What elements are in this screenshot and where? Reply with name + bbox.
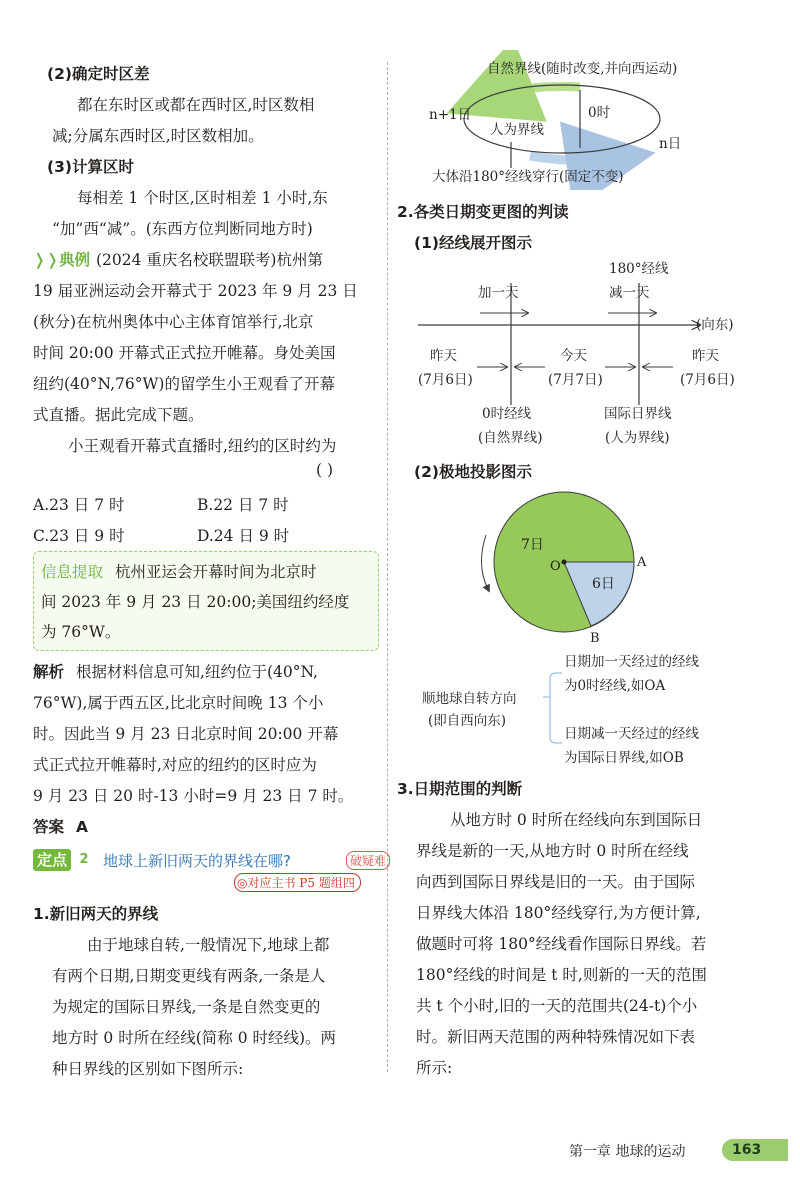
subheading-calc-zone-time: (3)计算区时 xyxy=(47,158,134,176)
answer-bracket: ( ) xyxy=(316,461,334,479)
option-a: A.23 日 7 时 xyxy=(33,496,125,514)
idl-label: 国际日界线 xyxy=(604,406,672,422)
analysis-text: 根据材料信息可知,纽约位于(40°N, xyxy=(76,663,318,681)
paragraph-line: 有两个日期,日期变更线有两条,一条是人 xyxy=(52,967,326,985)
paragraph-line: 日界线大体沿 180°经线穿行,为方便计算, xyxy=(416,904,701,922)
key-point-tag: 破疑难 xyxy=(346,851,390,870)
east-label: (向东) xyxy=(696,317,734,333)
example-source: (2024 重庆名校联盟联考)杭州第 xyxy=(96,251,323,269)
n-day-label: n日 xyxy=(659,136,682,152)
today-label: 今天 xyxy=(560,348,587,364)
yesterday-left-label: 昨天 xyxy=(430,348,457,364)
chapter-title: 第一章 地球的运动 xyxy=(569,1144,686,1160)
section-title-date-range: 3.日期范围的判断 xyxy=(397,780,523,798)
paragraph-line: 为规定的国际日界线,一条是自然变更的 xyxy=(52,998,321,1016)
info-first-line xyxy=(41,560,317,582)
point-o-label: O xyxy=(550,559,561,574)
answer-label: 答案 xyxy=(33,818,65,836)
tree-branch-bottom xyxy=(550,697,562,743)
paragraph-line: 每相差 1 个时区,区时相差 1 小时,东 xyxy=(77,189,328,207)
info-label: 信息提取 xyxy=(41,563,104,581)
paragraph-line: 地方时 0 时所在经线(简称 0 时经线)。两 xyxy=(52,1029,337,1047)
tree-branch2-line1: 日期减一天经过的经线 xyxy=(564,726,699,742)
tree-branch1-line2: 为0时经线,如OA xyxy=(564,678,666,694)
paragraph-line: 从地方时 0 时所在经线向东到国际日 xyxy=(450,811,703,829)
info-text: 杭州亚运会开幕时间为北京时 xyxy=(115,563,317,581)
info-line: 间 2023 年 9 月 23 日 20:00;美国纽约经度 xyxy=(41,593,350,611)
example-first-line xyxy=(33,248,323,270)
page-number: 163 xyxy=(722,1139,788,1161)
pole-point xyxy=(562,560,567,565)
add-day-label: 加一天 xyxy=(478,285,519,301)
subheading-polar-projection: (2)极地投影图示 xyxy=(414,463,532,481)
double-chevron-icon: ❭❭ xyxy=(33,251,59,269)
main-book-reference xyxy=(234,873,361,892)
jul6-left-label: (7月6日) xyxy=(418,372,473,388)
example-line: 式直播。据此完成下题。 xyxy=(33,406,204,424)
artificial-line-label: 人为界线 xyxy=(490,122,544,138)
analysis-line: 9 月 23 日 20 时-13 小时=9 月 23 日 7 时。 xyxy=(33,787,354,805)
option-d: D.24 日 9 时 xyxy=(197,527,290,545)
n-plus-1-day-label: n+1日 xyxy=(429,107,472,123)
key-point-number: 2 xyxy=(75,851,93,869)
tree-branch1-line1: 日期加一天经过的经线 xyxy=(564,654,699,670)
key-point-title: 地球上新旧两天的界线在哪? xyxy=(103,852,291,870)
example-line: 时间 20:00 开幕式正式拉开帷幕。身处美国 xyxy=(33,344,336,362)
polar-projection-diagram xyxy=(470,485,670,645)
paragraph-line: 界线是新的一天,从地方时 0 时所在经线 xyxy=(416,842,689,860)
paragraph-line: 种日界线的区别如下图所示: xyxy=(52,1060,244,1078)
analysis-line: 时。因此当 9 月 23 日北京时间 20:00 开幕 xyxy=(33,725,339,743)
yesterday-right-label: 昨天 xyxy=(692,348,719,364)
paragraph-line: 都在东时区或都在西时区,时区数相 xyxy=(77,96,315,114)
jul7-label: (7月7日) xyxy=(548,372,603,388)
day6-label: 6日 xyxy=(592,576,615,592)
natural-line-arrow xyxy=(480,87,580,100)
paragraph-line: 共 t 个小时,旧的一天的范围共(24-t)个小 xyxy=(416,997,698,1015)
analysis-label: 解析 xyxy=(33,663,65,681)
day7-label: 7日 xyxy=(521,537,544,553)
main-book-reference-text: 对应主书 P5 题组四 xyxy=(247,876,355,890)
jul6-right-label: (7月6日) xyxy=(680,372,735,388)
paragraph-line: 向西到国际日界线是旧的一天。由于国际 xyxy=(416,873,696,891)
option-c: C.23 日 9 时 xyxy=(33,527,125,545)
paragraph-line: 180°经线的时间是 t 时,则新的一天的范围 xyxy=(416,966,707,984)
paragraph-line: 做题时可将 180°经线看作国际日界线。若 xyxy=(416,935,707,953)
point-b-label: B xyxy=(590,631,600,645)
example-line: (秋分)在杭州奥体中心主体育馆举行,北京 xyxy=(33,313,314,331)
question-stem: 小王观看开幕式直播时,纽约的区时约为 xyxy=(68,437,337,455)
date-ellipse xyxy=(464,85,660,153)
tree-branch-top xyxy=(550,673,562,697)
paragraph-line: 减;分属东西时区,时区数相加。 xyxy=(52,127,264,145)
subheading-time-zone-difference: (2)确定时区差 xyxy=(47,65,150,83)
example-line: 纽约(40°N,76°W)的留学生小王观看了开幕 xyxy=(33,375,335,393)
answer-value: A xyxy=(76,818,89,836)
answer-line xyxy=(33,815,88,837)
example-label: 典例 xyxy=(58,251,90,269)
option-b: B.22 日 7 时 xyxy=(197,496,289,514)
fixed-line-label: 大体沿180°经线穿行(固定不变) xyxy=(432,169,624,185)
zero-line-label: 0时经线 xyxy=(482,406,532,422)
key-point-badge xyxy=(33,849,71,871)
paragraph-line: 所示: xyxy=(416,1059,453,1077)
natural-line-label: 自然界线(随时改变,并向西运动) xyxy=(487,61,678,77)
point-a-label: A xyxy=(637,555,647,570)
tree-branch2-line2: 为国际日界线,如OB xyxy=(564,750,684,766)
info-line: 为 76°W。 xyxy=(41,623,121,641)
column-divider xyxy=(387,62,388,1072)
paragraph-line: 由于地球自转,一般情况下,地球上都 xyxy=(87,936,330,954)
target-icon: ◎ xyxy=(237,876,248,890)
zero-hour-label: 0时 xyxy=(588,105,611,121)
analysis-first-line xyxy=(33,660,318,682)
section-title-boundary: 1.新旧两天的界线 xyxy=(33,905,159,923)
tree-root-line1: 顺地球自转方向 xyxy=(422,691,517,707)
lon180-label: 180°经线 xyxy=(609,261,669,277)
paragraph-line: “加”西“减”。(东西方位判断同地方时) xyxy=(52,220,313,238)
date-line-ellipse-diagram xyxy=(400,50,790,190)
analysis-line: 76°W),属于西五区,比北京时间晚 13 个小 xyxy=(33,694,324,712)
natural-boundary-label: (自然界线) xyxy=(478,430,543,446)
example-line: 19 届亚洲运动会开幕式于 2023 年 9 月 23 日 xyxy=(33,282,358,300)
rotation-arrow xyxy=(481,535,488,589)
key-point-banner xyxy=(33,849,387,872)
key-point-badge-label: 定点 xyxy=(37,851,68,869)
sub-day-label: 减一天 xyxy=(609,285,650,301)
artificial-boundary-label: (人为界线) xyxy=(605,430,670,446)
tree-root-line2: (即自西向东) xyxy=(428,713,507,729)
rotation-direction-tree xyxy=(400,645,790,775)
section-title-date-charts: 2.各类日期变更图的判读 xyxy=(397,203,569,221)
artificial-line-arrow xyxy=(530,156,620,161)
subheading-meridian-unfolded: (1)经线展开图示 xyxy=(414,234,532,252)
meridian-unfolded-diagram xyxy=(400,255,790,455)
paragraph-line: 时。新旧两天范围的两种特殊情况如下表 xyxy=(416,1028,696,1046)
analysis-line: 式正式拉开帷幕时,对应的纽约的区时应为 xyxy=(33,756,317,774)
